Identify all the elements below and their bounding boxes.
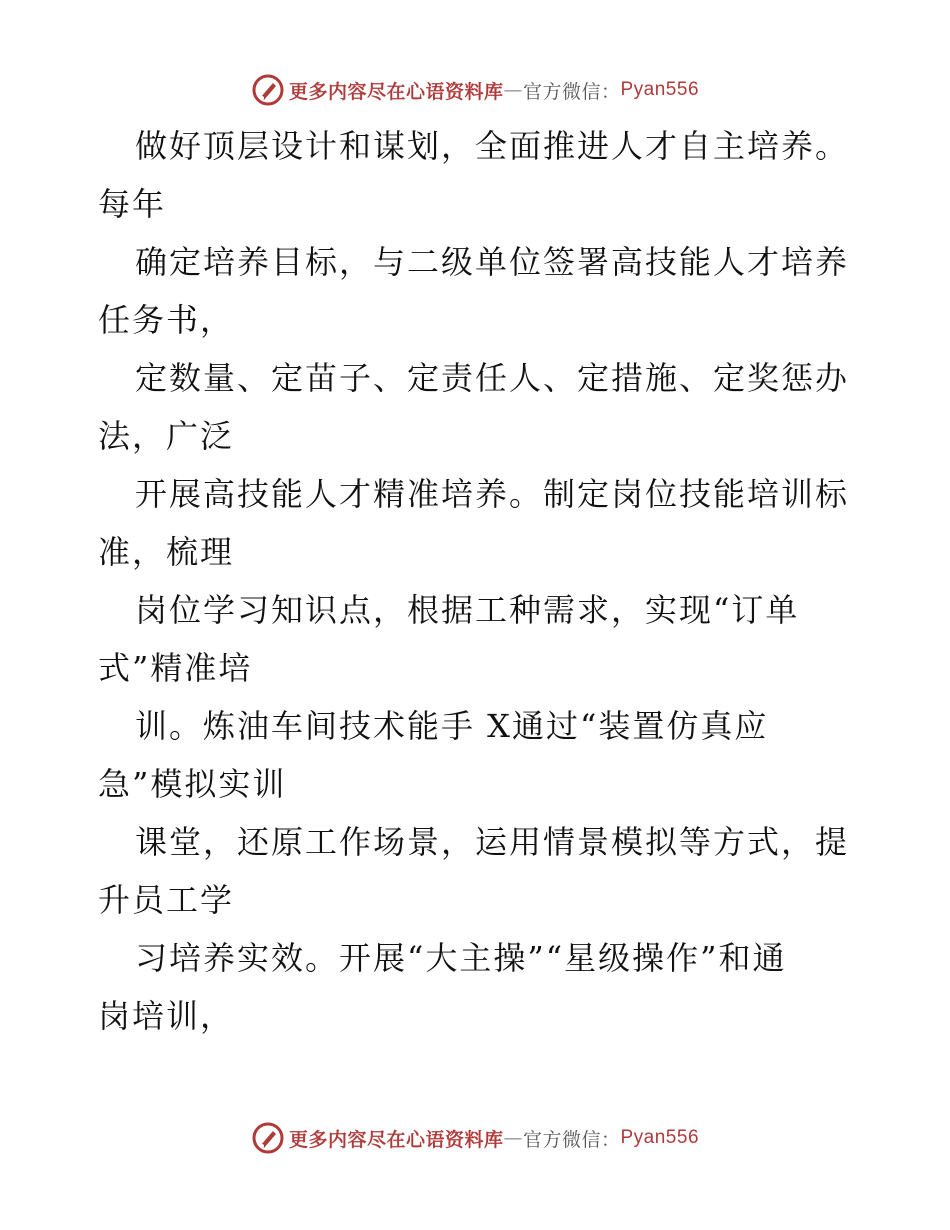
watermark-site-name: 更多内容尽在心语资料库 [288,80,504,103]
body-line: 法，广泛 [98,417,235,455]
watermark-contact-label: 官方微信： [522,1128,621,1151]
pen-nib-logo-icon [251,1121,285,1155]
body-line: 岗培训， [98,997,235,1035]
footer-watermark [0,1118,950,1158]
body-line: 课堂，还原工作场景，运用情景模拟等方式，提 [135,823,850,861]
body-line: 确定培养目标，与二级单位签署高技能人才培养 [135,243,850,281]
watermark-site-name: 更多内容尽在心语资料库 [288,1128,504,1151]
body-line: 准，梳理 [98,533,235,571]
body-line: 任务书， [98,301,235,339]
body-line: 岗位学习知识点，根据工种需求，实现“订单 [135,591,800,629]
watermark-separator: — [503,1127,523,1149]
body-line: 训。炼油车间技术能手 X通过“装置仿真应 [135,707,769,745]
body-line: 习培养实效。开展“大主操”“星级操作”和通 [135,939,787,977]
body-line: 定数量、定苗子、定责任人、定措施、定奖惩办 [135,359,850,397]
watermark-contact-id: Pyan556 [620,1127,700,1148]
body-line: 急”模拟实训 [98,765,287,803]
body-line: 开展高技能人才精准培养。制定岗位技能培训标 [135,475,850,513]
watermark-separator: — [503,79,523,101]
body-line: 升员工学 [98,881,235,919]
header-watermark [0,70,950,110]
pen-nib-logo-icon [251,73,285,107]
watermark-contact-id: Pyan556 [620,79,700,100]
watermark-contact-label: 官方微信： [522,80,621,103]
body-line: 每年 [98,185,167,223]
body-line: 式”精准培 [98,649,253,687]
body-line: 做好顶层设计和谋划，全面推进人才自主培养。 [135,127,850,165]
